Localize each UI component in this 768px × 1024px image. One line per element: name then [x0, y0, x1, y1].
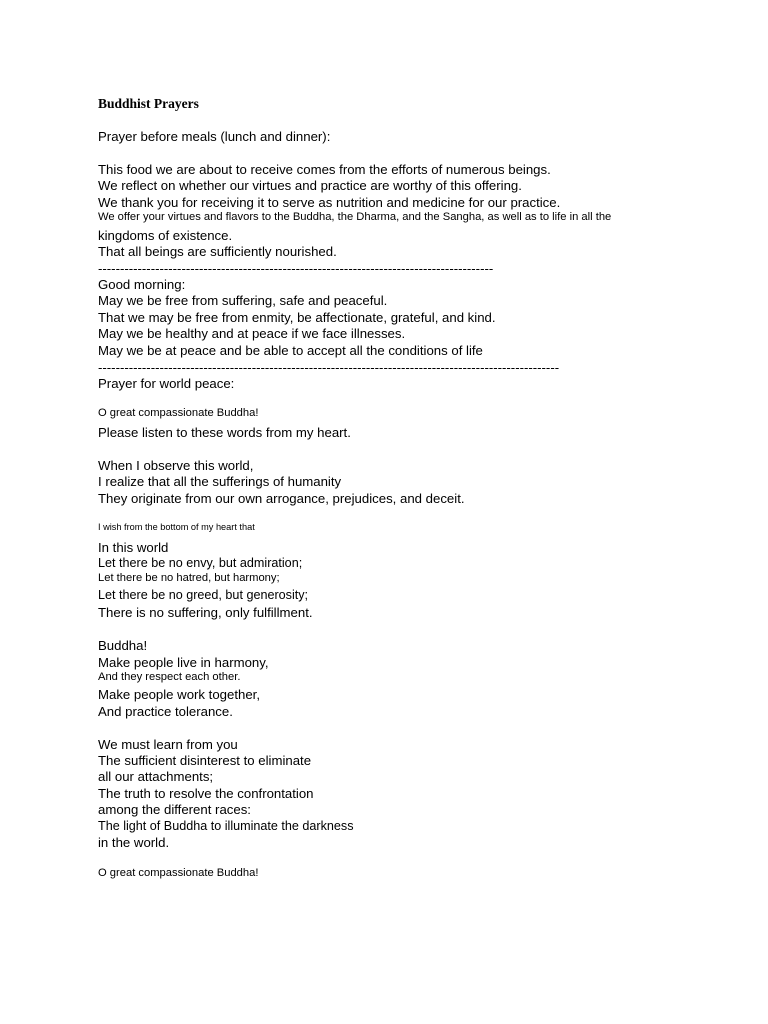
- peace-line: In this world: [98, 540, 169, 555]
- peace-line: The truth to resolve the confrontation: [98, 786, 314, 801]
- peace-line: Buddha!: [98, 638, 148, 653]
- peace-line: Make people live in harmony,: [98, 655, 269, 670]
- peace-line: There is no suffering, only fulfillment.: [98, 605, 313, 620]
- meals-heading: Prayer before meals (lunch and dinner):: [98, 129, 331, 144]
- peace-line: And they respect each other.: [98, 671, 241, 683]
- peace-line: The sufficient disinterest to eliminate: [98, 753, 312, 768]
- meals-line: We reflect on whether our virtues and practice are worthy of this offering.: [98, 178, 522, 193]
- peace-line: I wish from the bottom of my heart that: [98, 522, 255, 532]
- peace-line: We must learn from you: [98, 737, 238, 752]
- separator: ---------------------------------------------------------------------------------------------------------: [98, 360, 560, 375]
- meals-line: This food we are about to receive comes from the efforts of numerous beings.: [98, 162, 551, 177]
- meals-line: That all beings are sufficiently nourished.: [98, 244, 337, 259]
- meals-line: kingdoms of existence.: [98, 228, 233, 243]
- meals-line: We thank you for receiving it to serve as nutrition and medicine for our practice.: [98, 195, 561, 210]
- separator: ------------------------------------------------------------------------------------------: [98, 261, 494, 276]
- peace-line: Let there be no hatred, but harmony;: [98, 572, 280, 584]
- peace-line: in the world.: [98, 835, 170, 850]
- peace-line: among the different races:: [98, 802, 251, 817]
- peace-line: I realize that all the sufferings of humanity: [98, 474, 342, 489]
- peace-line: Make people work together,: [98, 687, 261, 702]
- peace-line: When I observe this world,: [98, 458, 254, 473]
- peace-line: O great compassionate Buddha!: [98, 407, 259, 419]
- morning-line: May we be healthy and at peace if we face illnesses.: [98, 326, 406, 341]
- morning-line: May we be free from suffering, safe and peaceful.: [98, 293, 388, 308]
- document-title: Buddhist Prayers: [98, 96, 199, 111]
- peace-line: O great compassionate Buddha!: [98, 867, 259, 879]
- peace-line: And practice tolerance.: [98, 704, 233, 719]
- morning-line: That we may be free from enmity, be affectionate, grateful, and kind.: [98, 310, 496, 325]
- meals-line: We offer your virtues and flavors to the Buddha, the Dharma, and the Sangha, as well as to life in all the: [98, 211, 612, 223]
- morning-line: May we be at peace and be able to accept all the conditions of life: [98, 343, 483, 358]
- peace-heading: Prayer for world peace:: [98, 376, 235, 391]
- peace-line: The light of Buddha to illuminate the darkness: [98, 819, 354, 833]
- peace-line: Let there be no envy, but admiration;: [98, 556, 303, 570]
- peace-line: Let there be no greed, but generosity;: [98, 588, 309, 602]
- peace-line: They originate from our own arrogance, prejudices, and deceit.: [98, 491, 465, 506]
- peace-line: all our attachments;: [98, 769, 214, 784]
- morning-heading: Good morning:: [98, 277, 186, 292]
- peace-line: Please listen to these words from my heart.: [98, 425, 351, 440]
